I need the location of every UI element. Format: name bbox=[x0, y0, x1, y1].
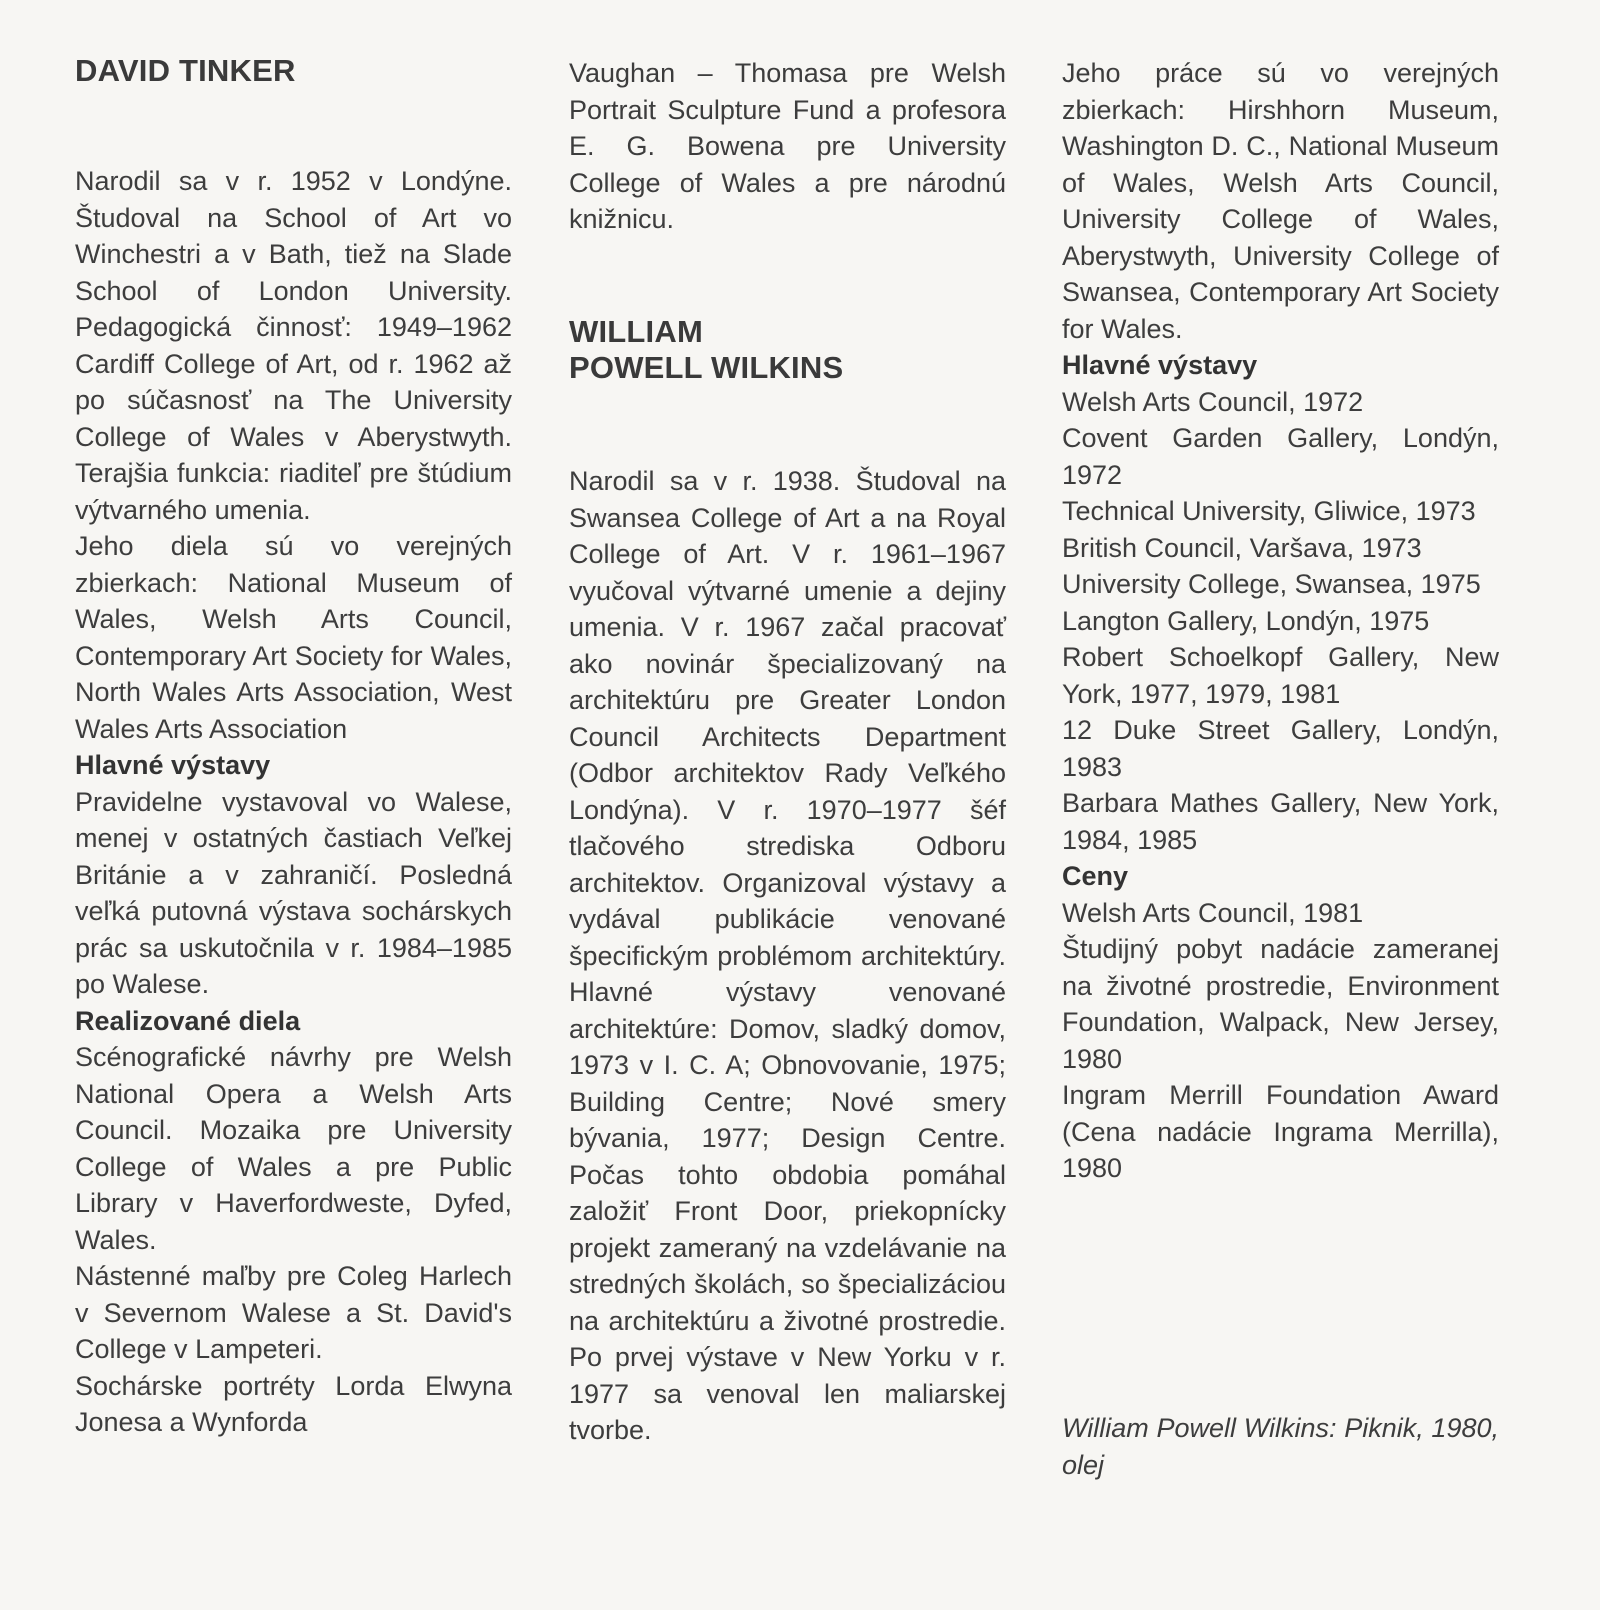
image-caption: William Powell Wilkins: Piknik, 1980, olej bbox=[1062, 1413, 1499, 1480]
tinker-bio: Narodil sa v r. 1952 v Londýne. Študoval na School of Art vo Winchestri a v Bath, tiež na Slade School of London University. Pedagogická činnosť: 1949–1962 Cardiff College of Art, od r. 1962 až po súčasnosť na The University College of Wales v Aberystwyth. Terajšia funkcia: riaditeľ pre štúdium výtvarného umenia. bbox=[75, 166, 512, 525]
tinker-exhibitions-heading: Hlavné výstavy bbox=[75, 750, 271, 780]
wilkins-heading-line-2: POWELL WILKINS bbox=[569, 350, 844, 385]
exhibition-item: Langton Gallery, Londýn, 1975 bbox=[1062, 605, 1430, 636]
tinker-works-continued: Vaughan – Thomasa pre Welsh Portrait Sculpture Fund a profesora E. G. Bowena pre University College of Wales a pre národnú knižnicu. bbox=[569, 58, 1006, 234]
exhibition-item: Welsh Arts Council, 1972 bbox=[1062, 386, 1364, 417]
tinker-collections: Jeho diela sú vo verejných zbierkach: National Museum of Wales, Welsh Arts Council, Contemporary Art Society for Wales, North Wales Arts Association, West Wales Arts Association bbox=[75, 531, 512, 744]
award-item: Študijný pobyt nadácie zameranej na životné prostredie, Environment Foundation, Walpack, New Jersey, 1980 bbox=[1062, 934, 1499, 1074]
tinker-continued-block bbox=[569, 55, 1006, 238]
wilkins-exhibitions-heading: Hlavné výstavy bbox=[1062, 350, 1258, 380]
exhibition-item: Barbara Mathes Gallery, New York, 1984, 1985 bbox=[1062, 788, 1499, 855]
column-william-powell-wilkins bbox=[569, 0, 1006, 1610]
wilkins-collections: Jeho práce sú vo verejných zbierkach: Hirshhorn Museum, Washington D. C., National Museum of Wales, Welsh Arts Council, University College of Wales, Aberystwyth, University College of Swansea, Contemporary Art Society for Wales. bbox=[1062, 58, 1499, 344]
award-item: Ingram Merrill Foundation Award (Cena nadácie Ingrama Merrilla), 1980 bbox=[1062, 1080, 1499, 1183]
wilkins-awards-heading: Ceny bbox=[1062, 861, 1129, 891]
tinker-works-3: Sochárske portréty Lorda Elwyna Jonesa a Wynforda bbox=[75, 1370, 512, 1437]
wilkins-bio: Narodil sa v r. 1938. Študoval na Swansea College of Art a na Royal College of Art. V r. 1961–1967 vyučoval výtvarné umenie a dejiny umenia. V r. 1967 začal pracovať ako novinár špecializovaný na architektúru pre Greater London Council Architects Department (Odbor architektov Rady Veľkého Londýna). V r. 1970–1977 šéf tlačového strediska Odboru architektov. Organizoval výstavy a vydával publikácie venované špecifickým problémom architektúry. Hlavné výstavy venované architektúre: Domov, sladký domov, 1973 v I. C. A; Obnovovanie, 1975; Building Centre; Nové smery bývania, 1977; Design Centre. Počas tohto obdobia pomáhal založiť Front Door, priekopnícky projekt zameraný na vzdelávanie na stredných školách, so špecializáciou na architektúru a životné prostredie. Po prvej výstave v New Yorku v r. 1977 sa venoval len maliarskej tvorbe. bbox=[569, 466, 1006, 1445]
exhibition-item: Technical University, Gliwice, 1973 bbox=[1062, 496, 1476, 526]
wilkins-heading-line-1: WILLIAM bbox=[569, 314, 703, 349]
exhibition-item: University College, Swansea, 1975 bbox=[1062, 569, 1481, 599]
tinker-exhibitions: Pravidelne vystavoval vo Walese, menej v ostatných častiach Veľkej Británie a v zahraničí. Posledná veľká putovná výstava sochárskych prác sa uskutočnila v r. 1984–1985 po Walese. bbox=[75, 786, 512, 999]
artist-heading-wilkins bbox=[569, 314, 843, 386]
tinker-works-2: Nástenné maľby pre Coleg Harlech v Severnom Walese a St. David's College v Lampeteri. bbox=[75, 1261, 512, 1364]
exhibition-item: Covent Garden Gallery, Londýn, 1972 bbox=[1062, 423, 1499, 490]
tinker-works-heading: Realizované diela bbox=[75, 1005, 301, 1036]
column-wilkins-continued bbox=[1062, 0, 1499, 1610]
award-item: Welsh Arts Council, 1981 bbox=[1062, 897, 1364, 928]
exhibition-item: Robert Schoelkopf Gallery, New York, 1977, 1979, 1981 bbox=[1062, 642, 1499, 709]
image-caption-block bbox=[1062, 1410, 1499, 1483]
tinker-works-1: Scénografické návrhy pre Welsh National Opera a Welsh Arts Council. Mozaika pre University College of Wales a pre Public Library v Haverfordweste, Dyfed, Wales. bbox=[75, 1042, 512, 1255]
wilkins-details-block bbox=[1062, 55, 1499, 1187]
exhibition-item: British Council, Varšava, 1973 bbox=[1062, 532, 1422, 563]
wilkins-bio-block bbox=[569, 463, 1006, 1449]
column-david-tinker bbox=[75, 0, 512, 1610]
tinker-text-block bbox=[75, 163, 512, 1441]
artist-heading-david-tinker: DAVID TINKER bbox=[75, 53, 296, 88]
exhibition-item: 12 Duke Street Gallery, Londýn, 1983 bbox=[1062, 715, 1499, 782]
